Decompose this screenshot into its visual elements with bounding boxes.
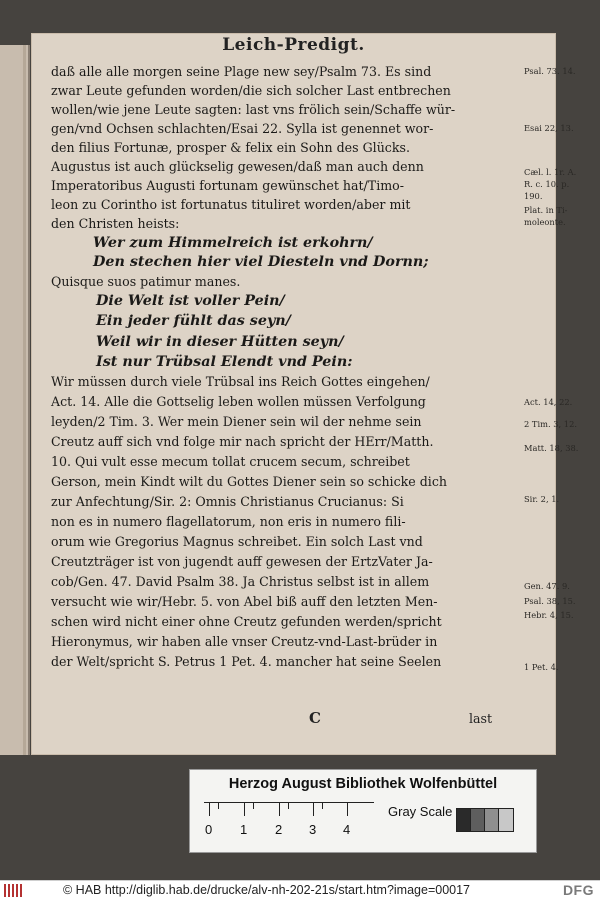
- margin-note: 1 Pet. 4.: [524, 662, 559, 672]
- margin-note: 2 Tim. 3, 12.: [524, 419, 577, 429]
- library-name: Herzog August Bibliothek Wolfenbüttel: [228, 776, 498, 792]
- text-line: schen wird nicht einer ohne Creutz gefunden werden/spricht: [51, 614, 442, 629]
- catchword: last: [469, 711, 493, 726]
- text-line: Wir müssen durch viele Trübsal ins Reich Gottes eingehen/: [51, 374, 430, 389]
- text-line: cob/Gen. 47. David Psalm 38. Ja Christus selbst ist in allem: [51, 574, 430, 589]
- margin-note: Hebr. 4, 15.: [524, 610, 574, 620]
- margin-note: Psal. 38, 15.: [524, 596, 576, 606]
- text-line: wollen/wie jene Leute sagten: last vns frölich sein/Schaffe wür-: [51, 102, 456, 117]
- text-line: 10. Qui vult esse mecum tollat crucem secum, schreibet: [51, 454, 410, 469]
- margin-note: Sir. 2, 1.: [524, 494, 560, 504]
- margin-note: Matt. 18, 38.: [524, 443, 579, 453]
- book-page: [31, 33, 579, 755]
- scale-ruler: [204, 802, 374, 821]
- running-head: Leich-Predigt.: [222, 35, 365, 55]
- text-line: den filius Fortunæ, prosper & felix ein Sohn des Glücks.: [51, 140, 410, 155]
- text-line: leyden/2 Tim. 3. Wer mein Diener sein wil der nehme sein: [51, 414, 422, 429]
- text-line: Gerson, mein Kindt wilt du Gottes Diener sein so schicke dich: [51, 474, 447, 489]
- verse-line: Weil wir in dieser Hütten seyn/: [96, 334, 344, 350]
- margin-note: Psal. 73. 14.: [524, 66, 576, 76]
- text-line: Act. 14. Alle die Gottselig leben wollen müssen Verfolgung: [51, 394, 426, 409]
- margin-note: moleonte.: [524, 217, 566, 227]
- hab-logo-icon: [4, 884, 22, 897]
- grayscale-label: Gray Scale: [388, 804, 453, 819]
- text-line: zur Anfechtung/Sir. 2: Omnis Christianus Crucianus: Si: [51, 494, 404, 509]
- facing-page-edge: [0, 45, 30, 755]
- margin-note: R. c. 10. p.: [524, 179, 570, 189]
- scale-tick-label: 2: [275, 822, 283, 837]
- verse-line: Die Welt ist voller Pein/: [96, 293, 285, 309]
- text-line: Imperatoribus Augusti fortunam gewünschet hat/Timo-: [51, 178, 405, 193]
- verse-line: Ein jeder fühlt das seyn/: [96, 313, 291, 329]
- text-line: non es in numero flagellatorum, non eris in numero fili-: [51, 514, 406, 529]
- text-line: orum wie Gregorius Magnus schreibet. Ein solch Last vnd: [51, 534, 423, 549]
- viewer-footer: [0, 880, 600, 900]
- scan-colorbar: [189, 769, 537, 853]
- text-line: Quisque suos patimur manes.: [51, 274, 241, 289]
- scale-tick-label: 4: [343, 822, 351, 837]
- margin-note: Gen. 47. 9.: [524, 581, 570, 591]
- text-line: versucht wie wir/Hebr. 5. von Abel biß auff den letzten Men-: [51, 594, 438, 609]
- text-line: gen/vnd Ochsen schlachten/Esai 22. Sylla ist genennet wor-: [51, 121, 434, 136]
- scale-tick-label: 3: [309, 822, 317, 837]
- source-link[interactable]: © HAB http://diglib.hab.de/drucke/alv-nh-202-21s/start.htm?image=00017: [63, 883, 471, 897]
- text-line: Augustus ist auch glückselig gewesen/daß man auch denn: [51, 159, 424, 174]
- text-line: zwar Leute gefunden worden/die sich solcher Last entbrechen: [51, 83, 451, 98]
- verse-line: Wer zum Himmelreich ist erkohrn/: [93, 235, 373, 251]
- verse-line: Den stechen hier viel Diesteln vnd Dornn;: [93, 254, 429, 270]
- margin-note: Plat. in Ti-: [524, 205, 568, 215]
- dfg-logo: DFG: [562, 882, 594, 898]
- margin-note: Cæl. l. 1r. A.: [524, 167, 577, 177]
- scale-tick-label: 1: [240, 822, 248, 837]
- verse-line: Ist nur Trübsal Elendt vnd Pein:: [96, 354, 353, 370]
- text-line: leon zu Corintho ist fortunatus tituliret worden/aber mit: [51, 197, 411, 212]
- text-line: Creutzträger ist von jugendt auff gewesen der ErtzVater Ja-: [51, 554, 433, 569]
- text-line: den Christen heists:: [51, 216, 180, 231]
- signature-mark: C: [309, 709, 321, 727]
- margin-note: 190.: [524, 191, 543, 201]
- text-line: Creutz auff sich vnd folge mir nach spricht der HErr/Matth.: [51, 434, 434, 449]
- text-line: Hieronymus, wir haben alle vnser Creutz-vnd-Last-brüder in: [51, 634, 438, 649]
- scale-tick-label: 0: [205, 822, 213, 837]
- gray-swatch: [498, 808, 514, 832]
- text-line: der Welt/spricht S. Petrus 1 Pet. 4. mancher hat seine Seelen: [51, 654, 442, 669]
- text-line: daß alle alle morgen seine Plage new sey/Psalm 73. Es sind: [51, 64, 432, 79]
- margin-note: Esai 22, 13.: [524, 123, 574, 133]
- margin-note: Act. 14, 22.: [524, 397, 573, 407]
